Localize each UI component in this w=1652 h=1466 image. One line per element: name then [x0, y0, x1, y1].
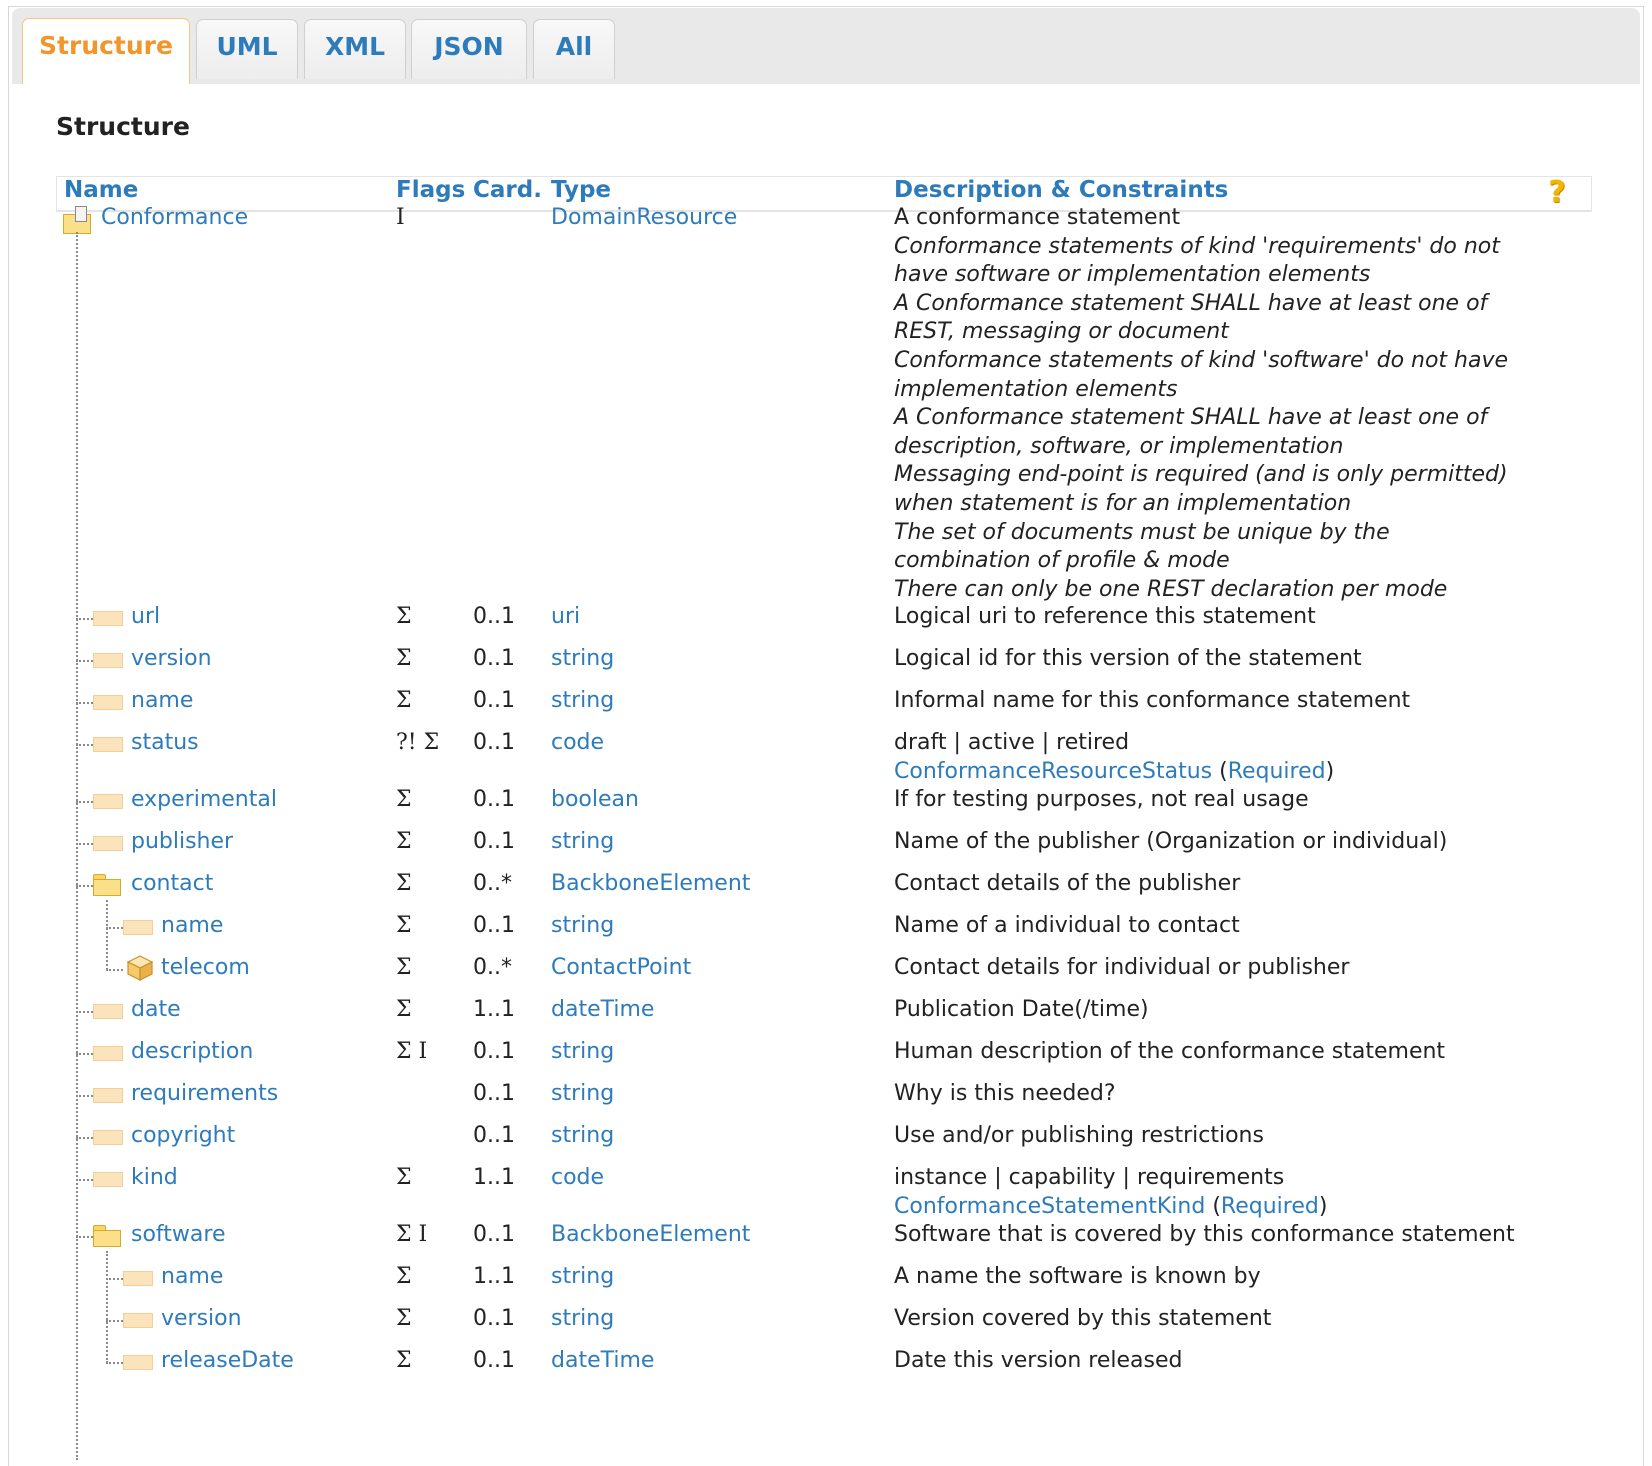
constraint-text: description, software, or implementation: [894, 433, 1344, 459]
tree-branch-line: [106, 1320, 123, 1322]
tree-branch-line: [76, 660, 93, 662]
element-cardinality: 0..*: [473, 955, 512, 980]
element-flags: Σ I: [396, 1222, 428, 1247]
element-type-link[interactable]: dateTime: [551, 997, 655, 1022]
folder-icon: [93, 1225, 121, 1247]
element-name[interactable]: name: [131, 688, 194, 713]
element-name[interactable]: name: [161, 1264, 224, 1289]
element-flags: Σ: [396, 1348, 412, 1373]
constraint-text: Messaging end-point is required (and is only permitted): [894, 462, 1508, 488]
element-type-link[interactable]: string: [551, 1081, 615, 1106]
element-cardinality: 0..1: [473, 1348, 515, 1373]
element-flags: Σ: [396, 1165, 412, 1190]
element-cardinality: 1..1: [473, 997, 515, 1022]
primitive-icon: [93, 653, 123, 668]
element-cardinality: 0..1: [473, 829, 515, 854]
element-description: Human description of the conformance statement: [894, 1039, 1446, 1064]
primitive-icon: [123, 1271, 153, 1286]
help-icon[interactable]: ?: [1548, 175, 1566, 210]
element-type-link[interactable]: string: [551, 1039, 615, 1064]
element-flags: Σ I: [396, 1039, 428, 1064]
element-description: Informal name for this conformance statement: [894, 688, 1411, 713]
element-name[interactable]: releaseDate: [161, 1348, 294, 1373]
element-flags: Σ: [396, 1264, 412, 1289]
binding-strength-link[interactable]: Required: [1227, 758, 1326, 784]
tree-branch-line: [76, 1011, 93, 1013]
constraint-text: Conformance statements of kind 'software' do not have: [894, 348, 1509, 373]
tab-structure[interactable]: Structure: [22, 18, 190, 84]
constraint-text: implementation elements: [894, 376, 1178, 402]
primitive-icon: [93, 1088, 123, 1103]
tree-guide-line: [106, 900, 108, 970]
element-type-link[interactable]: string: [551, 829, 615, 854]
primitive-icon: [93, 1046, 123, 1061]
element-cardinality: 0..1: [473, 1123, 515, 1148]
tab-all[interactable]: All: [533, 19, 615, 79]
constraint-text: A Conformance statement SHALL have at least one of: [894, 290, 1488, 316]
valueset-binding-link[interactable]: ConformanceResourceStatus: [894, 758, 1213, 784]
tree-branch-line: [76, 885, 93, 887]
element-cardinality: 1..1: [473, 1165, 515, 1190]
element-name[interactable]: version: [161, 1306, 242, 1331]
element-type-link[interactable]: string: [551, 1264, 615, 1289]
tab-xml[interactable]: XML: [304, 19, 406, 79]
element-type-link[interactable]: string: [551, 688, 615, 713]
tree-branch-line: [76, 702, 93, 704]
binding-line: [894, 758, 1334, 786]
element-name[interactable]: software: [131, 1222, 226, 1247]
tree-branch-line: [76, 744, 93, 746]
element-flags: Σ: [396, 913, 412, 938]
element-cardinality: 0..1: [473, 1222, 515, 1247]
constraint-text: when statement is for an implementation: [894, 491, 1352, 516]
element-type-link[interactable]: BackboneElement: [551, 1222, 751, 1247]
column-header-card[interactable]: Card.: [473, 177, 542, 203]
element-cardinality: 0..1: [473, 688, 515, 713]
element-flags: Σ: [396, 688, 412, 713]
primitive-icon: [93, 836, 123, 851]
element-description: A conformance statement: [894, 205, 1181, 230]
element-name[interactable]: requirements: [131, 1081, 279, 1106]
element-description: Why is this needed?: [894, 1081, 1116, 1106]
tree-branch-line: [106, 1362, 123, 1364]
primitive-icon: [123, 920, 153, 935]
element-flags: I: [396, 205, 405, 230]
tree-branch-line: [76, 1053, 93, 1055]
tab-uml[interactable]: UML: [196, 19, 298, 79]
close-paren: ): [1325, 758, 1335, 784]
datatype-cube-icon: [127, 955, 153, 981]
element-description: Logical uri to reference this statement: [894, 604, 1316, 629]
element-flags: Σ: [396, 997, 412, 1022]
element-description: Use and/or publishing restrictions: [894, 1123, 1264, 1148]
element-description: Logical id for this version of the statement: [894, 646, 1362, 671]
tree-guide-line: [76, 232, 78, 1460]
close-paren: ): [1318, 1193, 1328, 1219]
element-cardinality: 0..1: [473, 1306, 515, 1331]
element-flags: Σ: [396, 871, 412, 896]
binding-line: [894, 1193, 1327, 1221]
element-cardinality: 0..1: [473, 646, 515, 671]
element-cardinality: 0..1: [473, 913, 515, 938]
element-type-link[interactable]: DomainResource: [551, 205, 738, 230]
tab-json[interactable]: JSON: [411, 19, 527, 79]
constraint-text: A Conformance statement SHALL have at least one of: [894, 405, 1488, 431]
tree-branch-line: [106, 1278, 123, 1280]
element-description: Name of a individual to contact: [894, 913, 1240, 938]
column-header-name[interactable]: Name: [64, 177, 139, 203]
element-name[interactable]: version: [131, 646, 212, 671]
table-header-row: [56, 176, 1592, 212]
element-flags: Σ: [396, 955, 412, 980]
element-type-link[interactable]: code: [551, 730, 605, 755]
element-description: Contact details of the publisher: [894, 871, 1241, 896]
element-description: draft | active | retired: [894, 730, 1130, 755]
column-header-type[interactable]: Type: [551, 177, 612, 203]
element-description: Date this version released: [894, 1348, 1183, 1373]
primitive-icon: [93, 794, 123, 809]
element-cardinality: 0..1: [473, 1039, 515, 1064]
element-cardinality: 0..*: [473, 871, 512, 896]
column-header-description[interactable]: Description & Constraints: [894, 177, 1229, 203]
element-description: Version covered by this statement: [894, 1306, 1272, 1331]
element-type-link[interactable]: string: [551, 913, 615, 938]
primitive-icon: [93, 1172, 123, 1187]
constraint-text: There can only be one REST declaration per mode: [894, 576, 1448, 602]
tree-branch-line: [76, 1137, 93, 1139]
element-description: Name of the publisher (Organization or individual): [894, 829, 1448, 854]
element-type-link[interactable]: ContactPoint: [551, 955, 692, 980]
element-name[interactable]: telecom: [161, 955, 250, 980]
primitive-icon: [93, 1130, 123, 1145]
primitive-icon: [93, 1004, 123, 1019]
primitive-icon: [123, 1355, 153, 1370]
element-description: Software that is covered by this conformance statement: [894, 1222, 1515, 1247]
open-paren: (: [1212, 758, 1228, 784]
element-type-link[interactable]: boolean: [551, 787, 639, 812]
element-flags: Σ: [396, 646, 412, 671]
column-header-flags[interactable]: Flags: [396, 177, 466, 203]
primitive-icon: [93, 695, 123, 710]
tree-branch-line: [76, 1236, 93, 1238]
element-type-link[interactable]: string: [551, 1123, 615, 1148]
tree-branch-line: [76, 618, 93, 620]
element-type-link[interactable]: string: [551, 1306, 615, 1331]
primitive-icon: [93, 737, 123, 752]
element-flags: Σ: [396, 604, 412, 629]
element-type-link[interactable]: BackboneElement: [551, 871, 751, 896]
element-name[interactable]: description: [131, 1039, 254, 1064]
element-name[interactable]: url: [131, 604, 161, 629]
folder-icon: [93, 874, 121, 896]
valueset-binding-link[interactable]: ConformanceStatementKind: [894, 1193, 1206, 1219]
element-type-link[interactable]: uri: [551, 604, 581, 629]
element-name[interactable]: copyright: [131, 1123, 236, 1148]
element-name[interactable]: experimental: [131, 787, 277, 812]
section-title: Structure: [56, 112, 190, 141]
element-flags: ?! Σ: [396, 730, 440, 755]
open-paren: (: [1205, 1193, 1221, 1219]
constraint-text: Conformance statements of kind 'requirements' do not: [894, 233, 1500, 259]
primitive-icon: [123, 1313, 153, 1328]
element-type-link[interactable]: string: [551, 646, 615, 671]
element-name[interactable]: date: [131, 997, 181, 1022]
tree-branch-line: [106, 969, 123, 971]
tree-branch-line: [76, 801, 93, 803]
element-type-link[interactable]: dateTime: [551, 1348, 655, 1373]
element-flags: Σ: [396, 787, 412, 812]
element-description: Contact details for individual or publisher: [894, 955, 1350, 980]
element-name[interactable]: status: [131, 730, 199, 755]
constraint-text: The set of documents must be unique by the: [894, 519, 1390, 545]
element-description: A name the software is known by: [894, 1264, 1261, 1289]
element-cardinality: 1..1: [473, 1264, 515, 1289]
element-flags: Σ: [396, 829, 412, 854]
primitive-icon: [93, 611, 123, 626]
binding-strength-link[interactable]: Required: [1220, 1193, 1319, 1219]
constraint-text: combination of profile & mode: [894, 548, 1230, 574]
element-description: instance | capability | requirements: [894, 1165, 1285, 1190]
tree-branch-line: [76, 1179, 93, 1181]
element-cardinality: 0..1: [473, 1081, 515, 1106]
tree-branch-line: [106, 927, 123, 929]
element-cardinality: 0..1: [473, 730, 515, 755]
element-description: If for testing purposes, not real usage: [894, 787, 1309, 812]
element-description: Publication Date(/time): [894, 997, 1149, 1022]
constraint-text: have software or implementation elements: [894, 262, 1371, 288]
element-cardinality: 0..1: [473, 787, 515, 812]
element-name-conformance[interactable]: Conformance: [101, 205, 249, 230]
element-type-link[interactable]: code: [551, 1165, 605, 1190]
element-flags: Σ: [396, 1306, 412, 1331]
tree-branch-line: [76, 1095, 93, 1097]
element-cardinality: 0..1: [473, 604, 515, 629]
element-name[interactable]: name: [161, 913, 224, 938]
element-name[interactable]: kind: [131, 1165, 178, 1190]
constraint-text: REST, messaging or document: [894, 319, 1229, 345]
tree-branch-line: [76, 843, 93, 845]
tree-guide-line: [106, 1251, 108, 1363]
resource-folder-icon: [63, 206, 93, 236]
element-name[interactable]: publisher: [131, 829, 234, 854]
element-name[interactable]: contact: [131, 871, 214, 896]
